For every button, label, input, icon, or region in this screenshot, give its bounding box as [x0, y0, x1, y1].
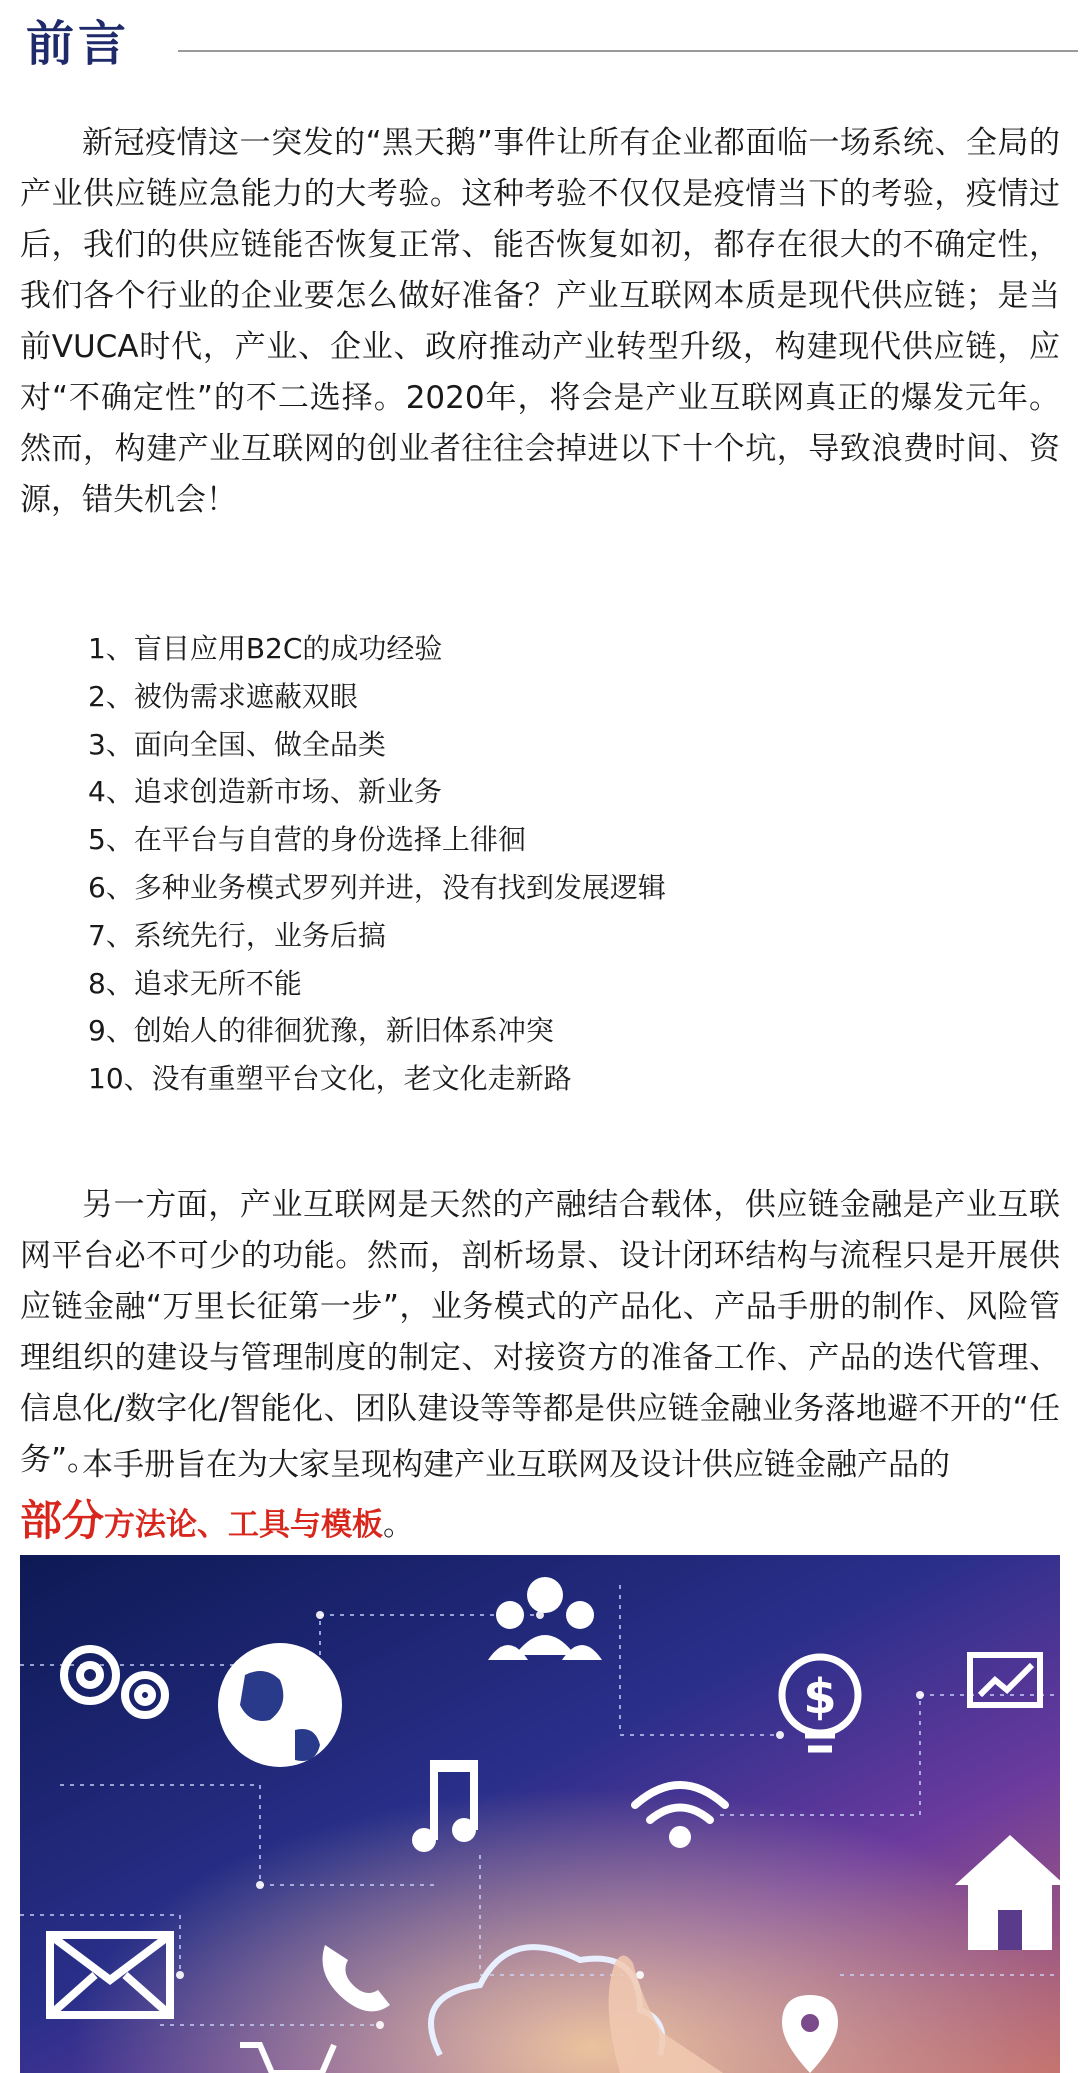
list-item: 5、在平台与自营的身份选择上徘徊 [88, 823, 526, 857]
list-item: 7、系统先行，业务后搞 [88, 918, 386, 952]
highlight-emphasis: 部分 [20, 1496, 105, 1545]
list-item: 10、没有重塑平台文化，老文化走新路 [88, 1062, 572, 1096]
list-item: 2、被伪需求遮蔽双眼 [88, 679, 358, 713]
highlight-text: 方法论、工具与模板 [104, 1507, 384, 1543]
header [20, 6, 1060, 82]
list-item: 6、多种业务模式罗列并进，没有找到发展逻辑 [88, 870, 666, 904]
intro-paragraph: 新冠疫情这一突发的“黑天鹅”事件让所有企业都面临一场系统、全局的产业供应链应急能力的大考验。这种考验不仅仅是疫情当下的考验，疫情过后，我们的供应链能否恢复正常、能否恢复如初，都存在很大的不确定性，我们各个行业的企业要怎么做好准备？产业互联网本质是现代供应链；是当前VUCA时代，产业、企业、政府推动产业转型升级，构建现代供应链，应对“不确定性”的不二选择。2020年，将会是产业互联网真正的爆发元年。然而，构建产业互联网的创业者往往会掉进以下十个坑，导致浪费时间、资源，错失机会！ [20, 125, 1060, 518]
list-item: 9、创始人的徘徊犹豫，新旧体系冲突 [88, 1014, 554, 1048]
dollar-symbol: $ [803, 1669, 837, 1725]
title-divider [178, 50, 1078, 52]
list-item: 3、面向全国、做全品类 [88, 727, 386, 761]
handbook-paragraph: 本手册旨在为大家呈现构建产业互联网及设计供应链金融产品的 [82, 1447, 950, 1483]
page-title: 前言 [26, 16, 131, 72]
globe-icon [218, 1643, 342, 1767]
handbook-highlight [20, 1488, 414, 1548]
list-item: 1、盲目应用B2C的成功经验 [88, 632, 443, 665]
supply-chain-paragraph: 另一方面，产业互联网是天然的产融结合载体，供应链金融是产业互联网平台必不可少的功能。然而，剖析场景、设计闭环结构与流程只是开展供应链金融“万里长征第一步”，业务模式的产品化、产品手册的制作、风险管理组织的建设与管理制度的制定、对接资方的准备工作、产品的迭代管理、信息化/数字化/智能化、团队建设等等都是供应链金融业务落地避不开的“任务”。 [20, 1187, 1060, 1478]
network-banner-image [20, 1555, 1060, 2073]
list-item: 8、追求无所不能 [88, 966, 302, 1000]
pitfalls-list [88, 625, 666, 1103]
highlight-period: 。 [383, 1507, 415, 1543]
list-item: 4、追求创造新市场、新业务 [88, 775, 442, 809]
